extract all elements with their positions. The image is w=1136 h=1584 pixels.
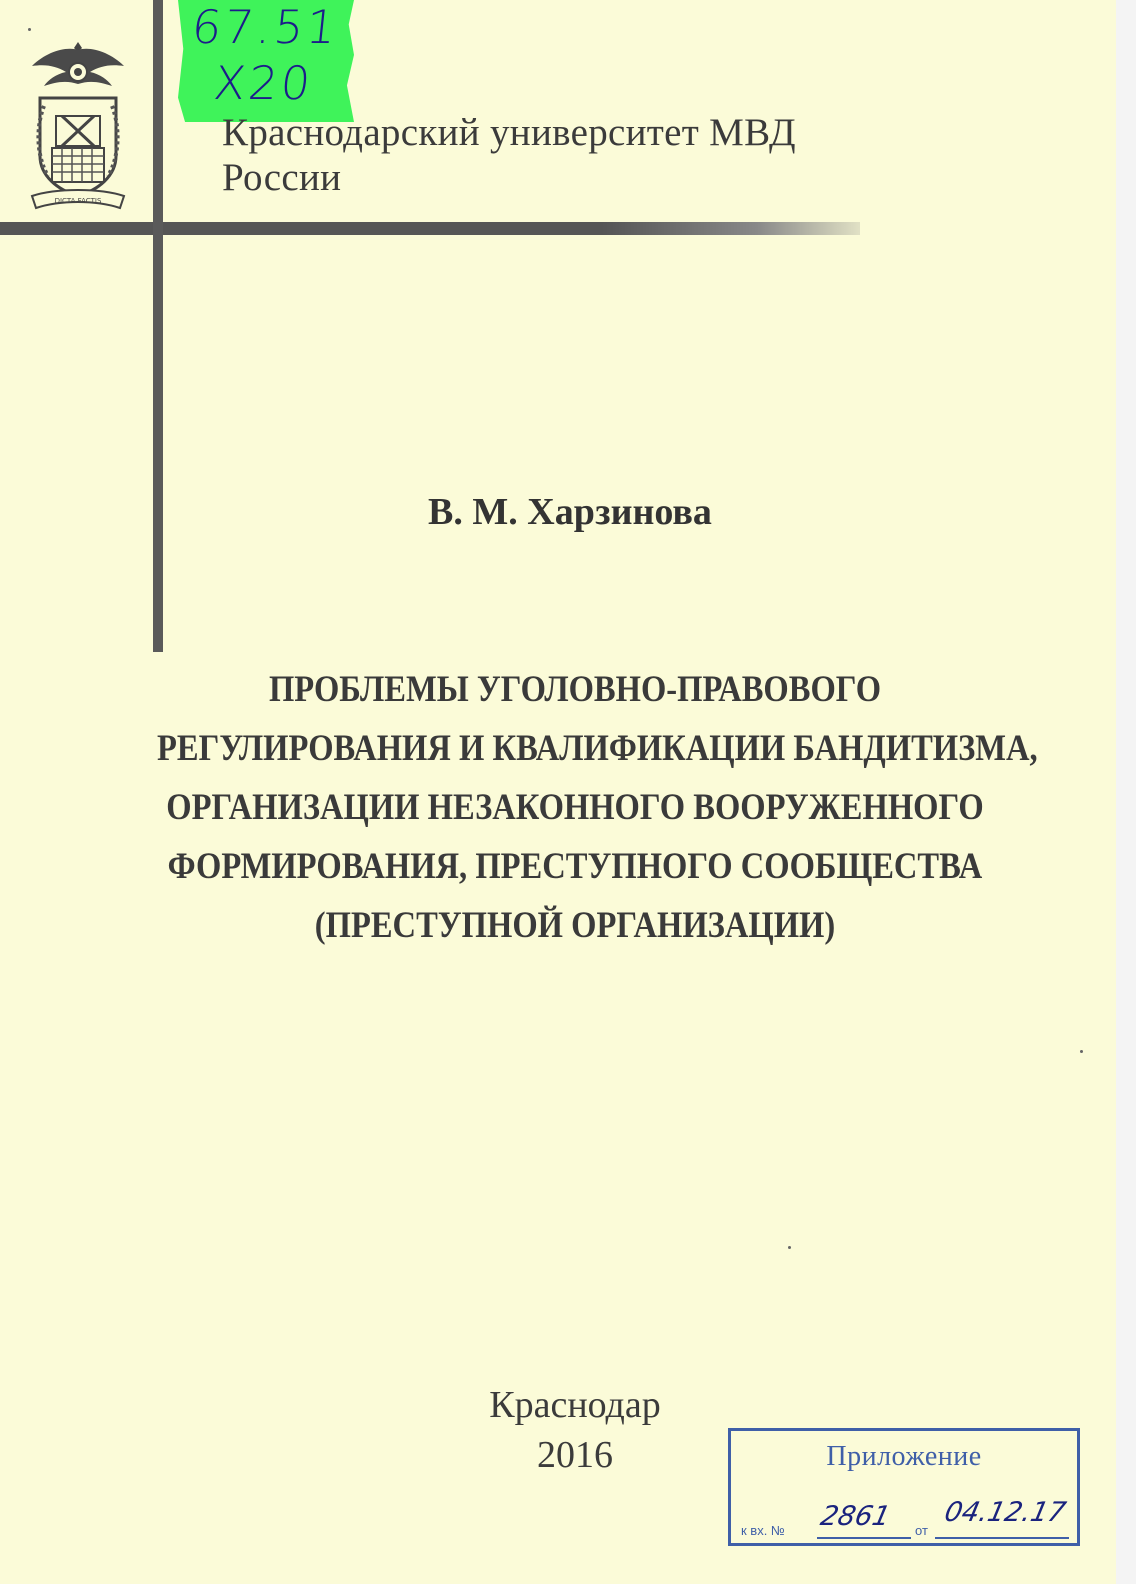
university-emblem-icon <box>26 36 130 214</box>
stamp-number-label: к вх. № <box>741 1523 785 1538</box>
imprint <box>430 1380 720 1480</box>
title-line: ОРГАНИЗАЦИИ НЕЗАКОННОГО ВООРУЖЕННОГО <box>166 787 984 828</box>
stamp-number-underline <box>817 1537 911 1539</box>
emblem-ribbon-text: DICTA FACTIS <box>54 197 102 205</box>
stamp-registration-line <box>737 1497 1075 1541</box>
call-number-line1: 67.51 <box>189 0 342 54</box>
title-line: РЕГУЛИРОВАНИЯ И КВАЛИФИКАЦИИ БАНДИТИЗМА, <box>157 728 1038 769</box>
stamp-date-underline <box>935 1537 1069 1539</box>
stamp-date: 04.12.17 <box>941 1497 1069 1528</box>
scan-edge <box>1116 0 1136 1584</box>
horizontal-rule <box>0 222 860 235</box>
scan-speck <box>788 1246 791 1249</box>
receipt-stamp <box>728 1428 1080 1546</box>
title-line: (ПРЕСТУПНОЙ ОРГАНИЗАЦИИ) <box>314 905 836 946</box>
university-name: Краснодарский университет МВД России <box>222 111 796 199</box>
call-number-line2: Х20 <box>211 56 316 110</box>
book-title <box>157 660 1038 955</box>
scan-speck <box>1080 1050 1083 1053</box>
vertical-rule <box>153 0 163 652</box>
imprint-city: Краснодар <box>489 1384 661 1426</box>
stamp-title: Приложение <box>826 1441 982 1472</box>
stamp-number: 2861 <box>817 1501 894 1532</box>
imprint-year: 2016 <box>537 1434 613 1476</box>
title-line: ПРОБЛЕМЫ УГОЛОВНО-ПРАВОВОГО <box>268 669 882 710</box>
title-line: ФОРМИРОВАНИЯ, ПРЕСТУПНОГО СООБЩЕСТВА <box>167 846 983 887</box>
stamp-date-label: от <box>915 1523 928 1538</box>
scan-speck <box>28 28 31 31</box>
author-name: В. М. Харзинова <box>428 491 712 533</box>
